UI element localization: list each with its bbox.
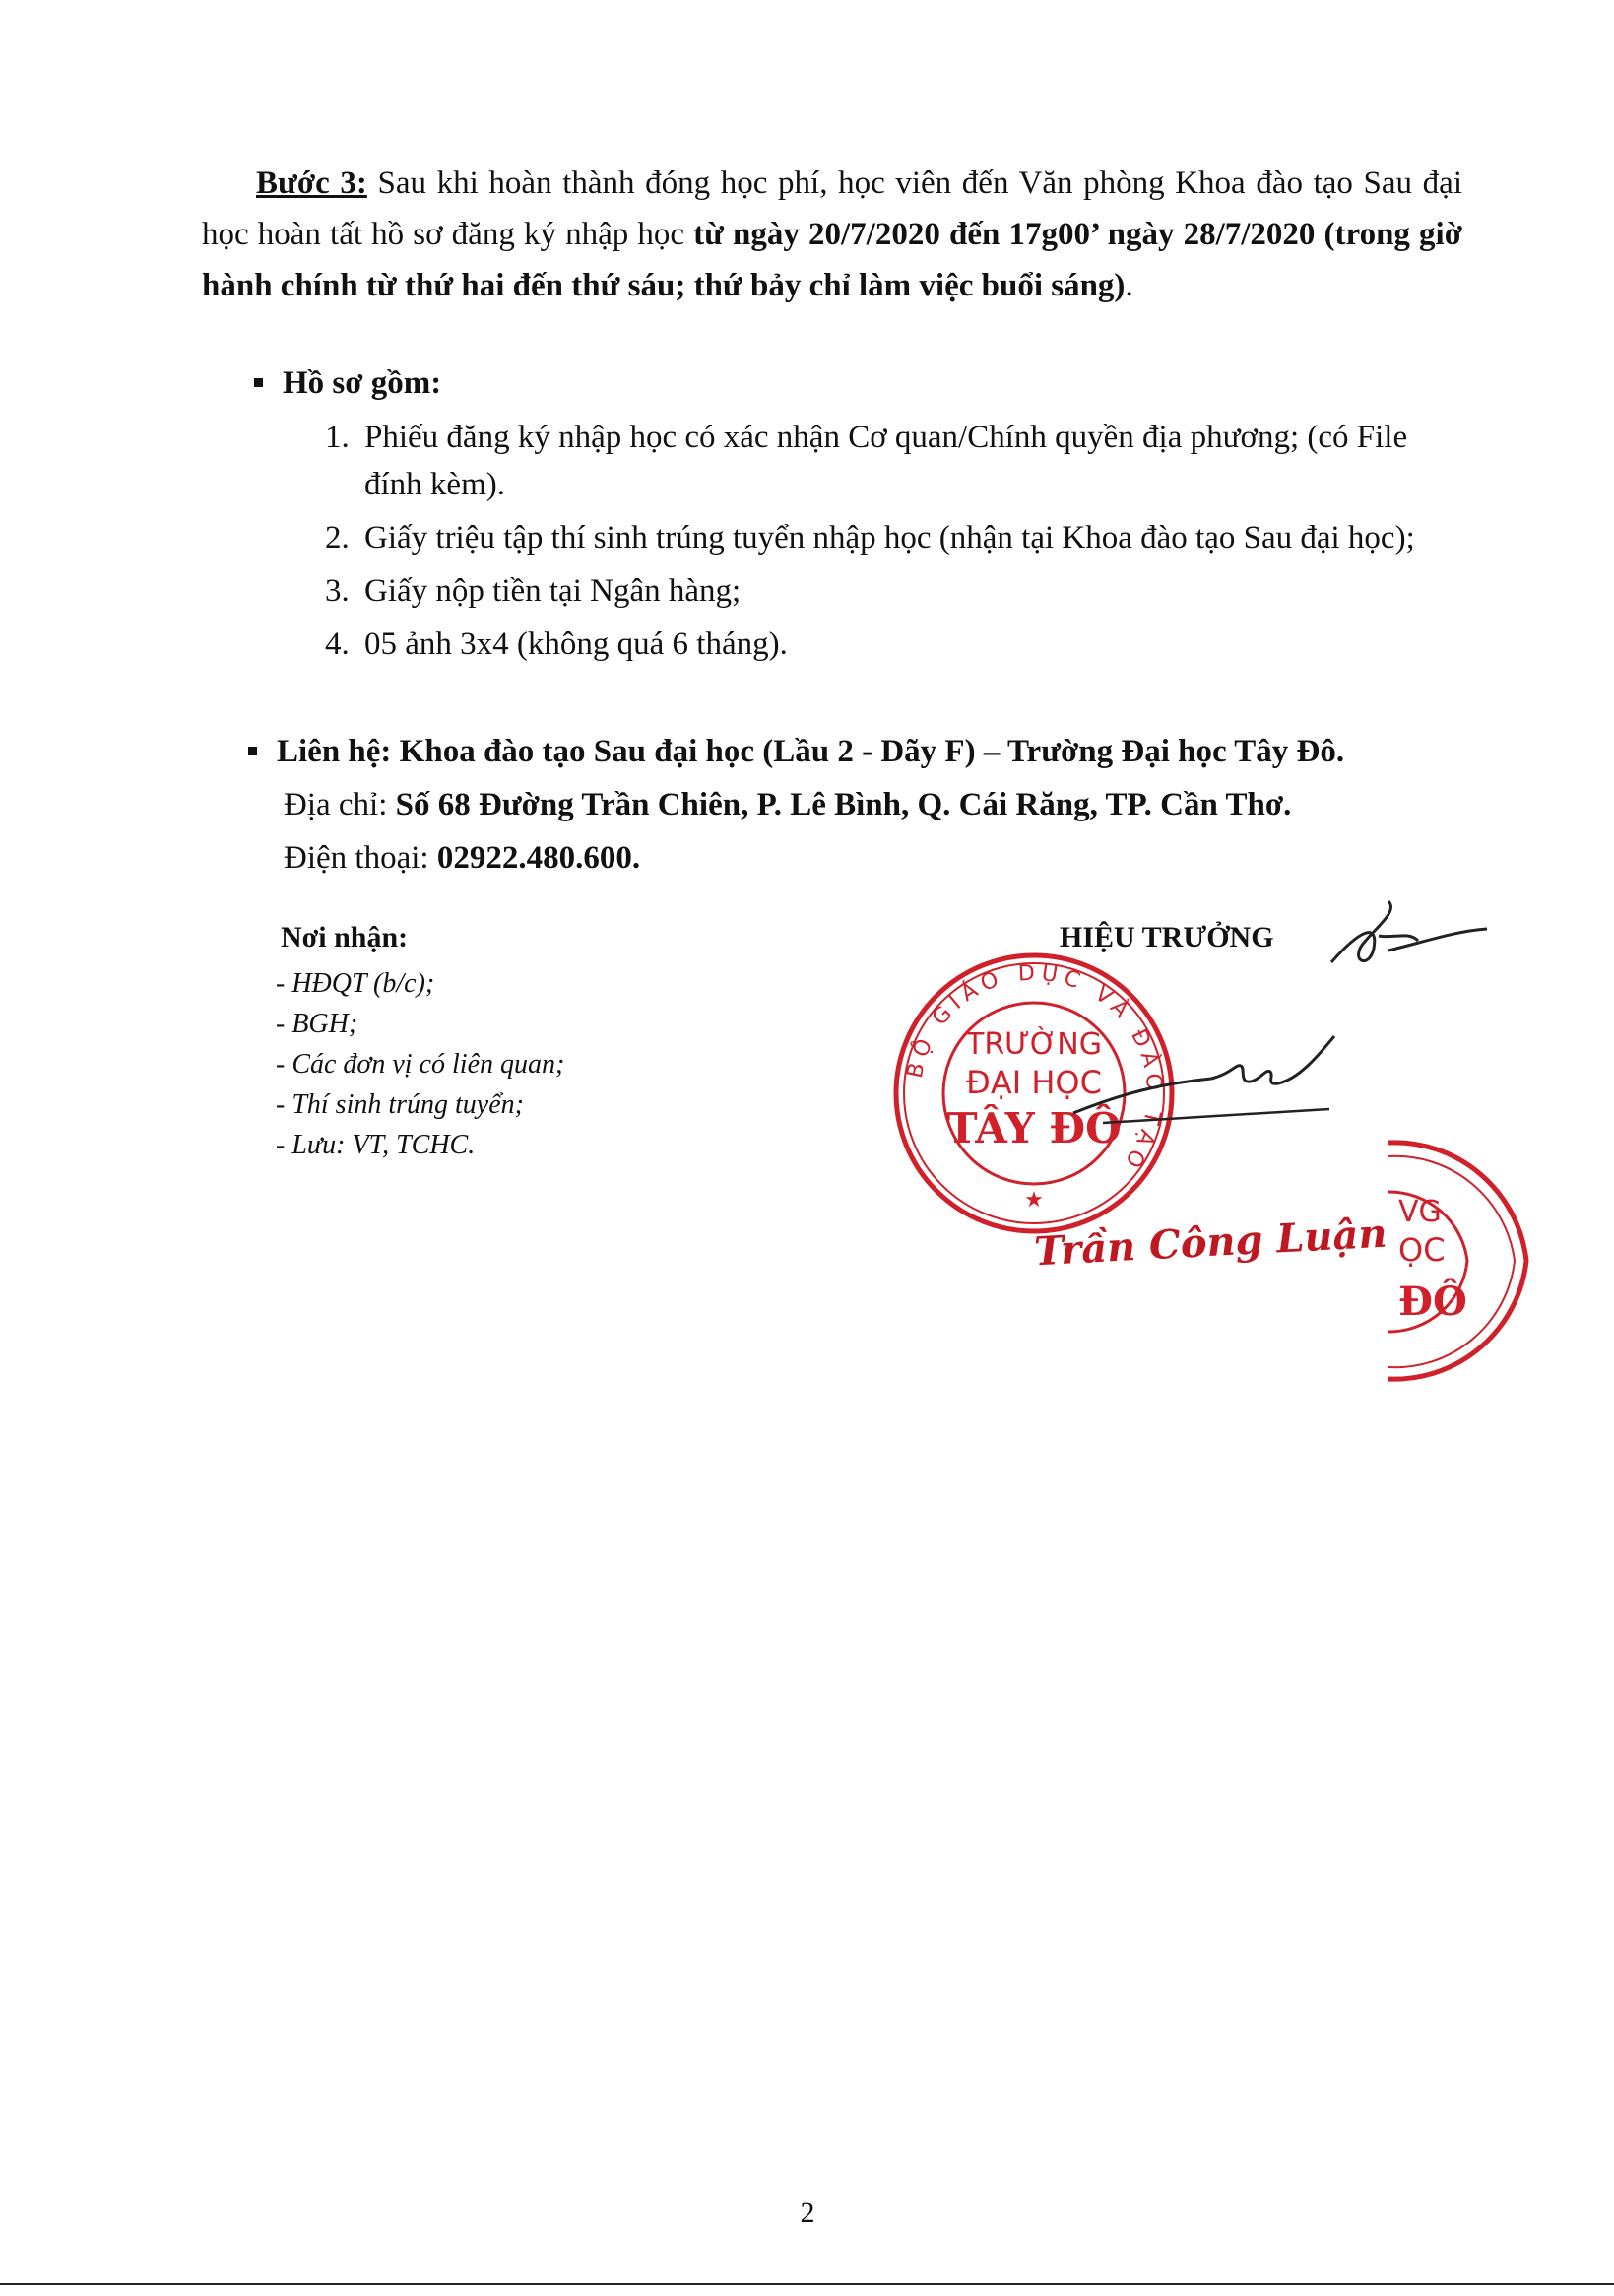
- step3-paragraph: [202, 158, 1462, 311]
- recipient-item: - BGH;: [276, 1009, 358, 1039]
- bottom-rule: [0, 2283, 1614, 2285]
- recipients-list: [276, 963, 564, 1165]
- bullet-icon: [248, 747, 257, 755]
- phone-label: Điện thoại:: [284, 840, 437, 876]
- seal-ring-text: BỘ GIÁO DỤC VÀ ĐÀO TẠO: [902, 960, 1167, 1177]
- address-value: Số 68 Đường Trần Chiên, P. Lê Bình, Q. Cái Răng, TP. Cần Thơ.: [395, 787, 1292, 822]
- contact-phone: [284, 833, 640, 883]
- list-item: [325, 567, 1467, 615]
- bullet-icon: [254, 378, 263, 387]
- list-item-number: 3.: [325, 573, 350, 609]
- signer-title: HIỆU TRƯỞNG: [1060, 921, 1274, 953]
- list-item: [325, 514, 1467, 561]
- step3-label: Bước 3:: [256, 165, 367, 201]
- svg-text:★: ★: [1024, 1188, 1044, 1213]
- list-item-text: Phiếu đăng ký nhập học có xác nhận Cơ quan/Chính quyền địa phương; (có File đính kèm).: [364, 420, 1408, 502]
- seal-line1: TRƯỜNG: [966, 1027, 1102, 1062]
- list-item-text: 05 ảnh 3x4 (không quá 6 tháng).: [364, 626, 788, 662]
- svg-text:VG: VG: [1398, 1195, 1442, 1229]
- partial-seal-icon: [1369, 1123, 1546, 1399]
- recipient-item: - Thí sinh trúng tuyển;: [276, 1089, 524, 1120]
- initial-signature-icon: [1320, 891, 1492, 980]
- seal-line2: ĐẠI HỌC: [966, 1064, 1102, 1101]
- recipients-title: Nơi nhận:: [281, 921, 409, 953]
- recipient-item: - Lưu: VT, TCHC.: [276, 1130, 476, 1160]
- list-item-number: 2.: [325, 520, 350, 556]
- dossier-title: Hồ sơ gồm:: [283, 365, 442, 401]
- page-number: 2: [800, 2197, 815, 2229]
- step3-text: Sau khi hoàn thành đóng học phí, học viên đến Văn phòng Khoa đào tạo Sau đại học hoàn tất hồ sơ đăng ký nhập học: [202, 165, 1462, 252]
- contact-heading: [248, 727, 1344, 776]
- recipient-item: - HĐQT (b/c);: [276, 968, 435, 999]
- list-item: [325, 414, 1467, 508]
- svg-text:ỌC: ỌC: [1398, 1231, 1446, 1269]
- list-item-text: Giấy triệu tập thí sinh trúng tuyển nhập học (nhận tại Khoa đào tạo Sau đại học);: [364, 520, 1415, 556]
- dossier-list: [325, 414, 1467, 674]
- step3-deadline: từ ngày 20/7/2020 đến 17g00’ ngày 28/7/2020 (trong giờ hành chính từ thứ hai đến thứ sáu; thứ bảy chỉ làm việc buổi sáng): [202, 217, 1462, 303]
- principal-signature-icon: [1064, 1024, 1339, 1143]
- address-label: Địa chỉ:: [284, 787, 396, 822]
- list-item-number: 1.: [325, 420, 350, 455]
- list-item-text: Giấy nộp tiền tại Ngân hàng;: [364, 573, 742, 609]
- seal-line3: TÂY ĐÔ: [946, 1104, 1122, 1152]
- list-item: [325, 621, 1467, 668]
- recipient-item: - Các đơn vị có liên quan;: [276, 1049, 565, 1080]
- step3-end: .: [1125, 268, 1133, 303]
- svg-text:ĐÔ: ĐÔ: [1398, 1279, 1467, 1325]
- dossier-heading: [254, 359, 441, 408]
- phone-value: 02922.480.600.: [436, 840, 641, 876]
- contact-line: Liên hệ: Khoa đào tạo Sau đại học (Lầu 2 - Dãy F) – Trường Đại học Tây Đô.: [277, 734, 1345, 769]
- signer-name: Trần Công Luận: [1033, 1210, 1388, 1276]
- contact-address: [284, 780, 1291, 829]
- list-item-number: 4.: [325, 626, 350, 662]
